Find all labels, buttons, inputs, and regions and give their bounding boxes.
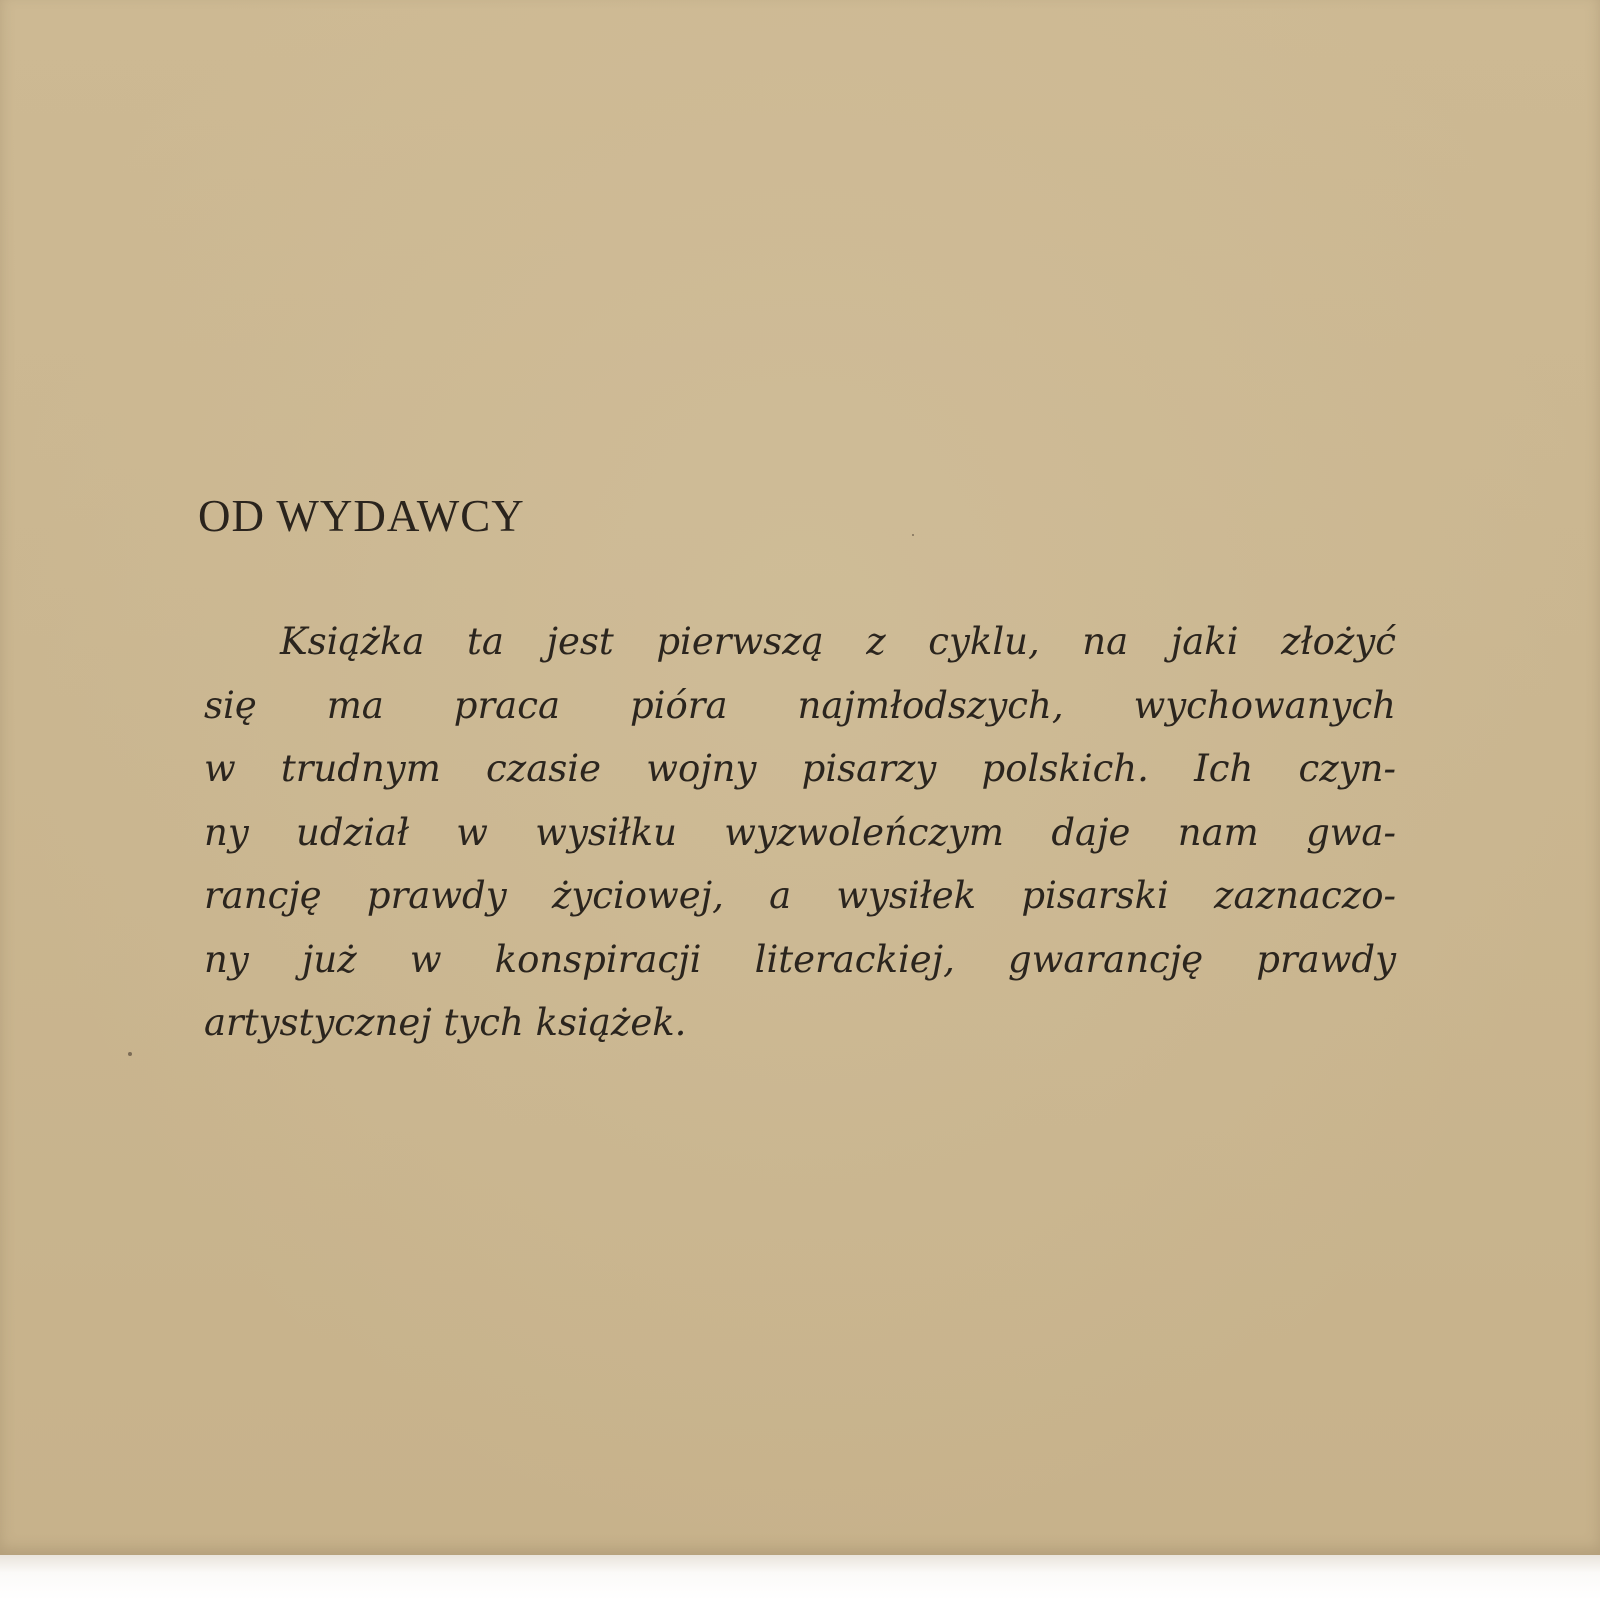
paper-speck bbox=[912, 534, 914, 536]
page-bottom-edge bbox=[0, 1555, 1600, 1600]
paper-speck bbox=[128, 1052, 132, 1056]
paragraph-line: w trudnym czasie wojny pisarzy polskich. Ich czyn- bbox=[204, 747, 1396, 790]
section-heading: OD WYDAWCY bbox=[198, 491, 525, 541]
paragraph-line: rancję prawdy życiowej, a wysiłek pisarski zaznaczo- bbox=[204, 874, 1396, 917]
publisher-note-paragraph bbox=[204, 610, 1396, 1055]
paragraph-line: ny już w konspiracji literackiej, gwarancję prawdy bbox=[204, 937, 1396, 981]
paragraph-line: Książka ta jest pierwszą z cyklu, na jaki złożyć bbox=[280, 620, 1396, 663]
paragraph-line: się ma praca pióra najmłodszych, wychowanych bbox=[204, 683, 1396, 727]
paragraph-line: artystycznej tych książek. bbox=[204, 1001, 687, 1044]
paragraph-line: ny udział w wysiłku wyzwoleńczym daje nam gwa- bbox=[204, 810, 1396, 854]
